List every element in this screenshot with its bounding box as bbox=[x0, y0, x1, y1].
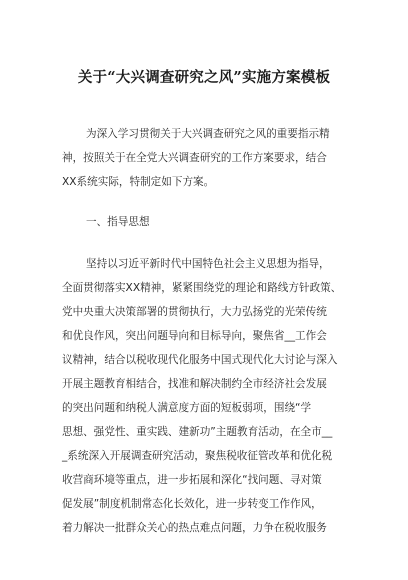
body-line-9: _系统深入开展调查研究活动，聚焦税收征管改革和优化税 bbox=[62, 450, 333, 462]
body-line-4: 和优良作风，突出问题导向和目标导向，聚焦省__工作会 bbox=[62, 330, 327, 342]
body-line-2: 全面贯彻落实XX精神，紧紧围绕党的理论和路线方针政策、 bbox=[62, 282, 342, 294]
body-line-3: 党中央重大决策部署的贯彻执行，大力弘扬党的光荣传统 bbox=[62, 306, 327, 318]
intro-line-3: XX系统实际，特制定如下方案。 bbox=[62, 176, 215, 188]
body-line-6: 开展主题教育相结合，找准和解决制约全市经济社会发展 bbox=[62, 378, 327, 390]
document-title: 关于“大兴调查研究之风”实施方案模板 bbox=[77, 69, 331, 86]
body-line-1: 坚持以习近平新时代中国特色社会主义思想为指导， bbox=[86, 258, 330, 270]
body-line-7: 的突出问题和纳税人满意度方面的短板弱项，围绕“学 bbox=[62, 402, 312, 414]
intro-line-2: 神，按照关于在全党大兴调查研究的工作方案要求，结合 bbox=[62, 152, 327, 164]
body-line-11: 促发展”制度机制常态化长效化，进一步转变工作作风， bbox=[62, 498, 322, 510]
body-line-10: 收营商环境等重点，进一步拓展和深化“找问题、寻对策 bbox=[62, 474, 322, 486]
body-line-5: 议精神，结合以税收现代化服务中国式现代化大讨论与深入 bbox=[62, 354, 338, 366]
section-heading: 一、指导思想 bbox=[86, 216, 150, 228]
body-line-8: 思想、强党性、重实践、建新功”主题教育活动，在全市__ bbox=[62, 426, 333, 438]
intro-line-1: 为深入学习贯彻关于大兴调查研究之风的重要指示精 bbox=[86, 128, 330, 140]
body-line-12: 着力解决一批群众关心的热点难点问题，力争在税收服务 bbox=[62, 522, 327, 534]
